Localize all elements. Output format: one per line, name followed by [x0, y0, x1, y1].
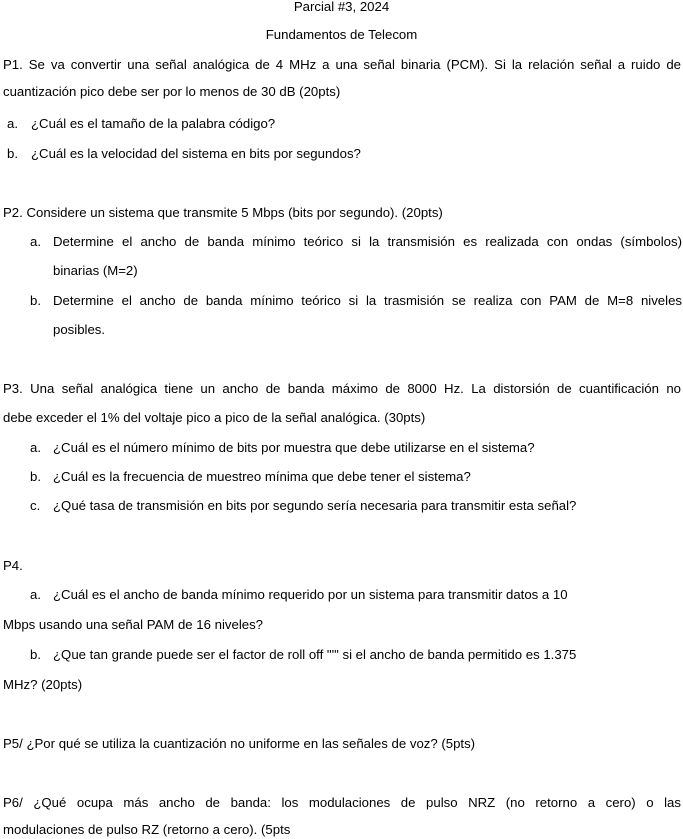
p1-item-b-marker: b. — [7, 146, 18, 161]
p3-statement-line1: P3. Una señal analógica tiene un ancho de banda máximo de 8000 Hz. La distorsión de cuantificación no — [3, 381, 681, 396]
p3-item-c-text: ¿Qué tasa de transmisión en bits por segundo sería necesaria para transmitir esta señal? — [53, 498, 577, 513]
p4-item-a-line2: Mbps usando una señal PAM de 16 niveles? — [3, 617, 264, 632]
p1-item-a-marker: a. — [7, 116, 18, 131]
p1-statement-line2: cuantización pico debe ser por lo menos de 30 dB (20pts) — [3, 84, 341, 99]
p1-item-b-text: ¿Cuál es la velocidad del sistema en bits por segundos? — [31, 146, 361, 161]
exam-title: Parcial #3, 2024 — [293, 0, 390, 14]
p4-label: P4. — [3, 558, 23, 573]
p3-item-b-marker: b. — [30, 469, 41, 484]
p2-item-a-line1: Determine el ancho de banda mínimo teórico si la transmisión es realizada con ondas (símbolos) — [53, 234, 682, 249]
p4-item-a-line1: ¿Cuál es el ancho de banda mínimo requerido por un sistema para transmitir datos a 10 — [53, 587, 568, 602]
p3-item-a-marker: a. — [30, 440, 41, 455]
p2-item-a-line2: binarias (M=2) — [53, 263, 138, 278]
p2-statement: P2. Considere un sistema que transmite 5 Mbps (bits por segundo). (20pts) — [3, 205, 443, 220]
p4-item-a-marker: a. — [30, 587, 41, 602]
p6-statement-line1: P6/ ¿Qué ocupa más ancho de banda: los modulaciones de pulso NRZ (no retorno a cero) o las — [3, 795, 681, 810]
p2-item-b-line2: posibles. — [53, 322, 106, 337]
p2-item-b-line1: Determine el ancho de banda mínimo teórico si la trasmisión se realiza con PAM de M=8 niveles — [53, 293, 682, 308]
p3-item-b-text: ¿Cuál es la frecuencia de muestreo mínima que debe tener el sistema? — [53, 469, 471, 484]
p3-item-a-text: ¿Cuál es el número mínimo de bits por muestra que debe utilizarse en el sistema? — [53, 440, 535, 455]
p4-item-b-line1: ¿Que tan grande puede ser el factor de roll off "'" si el ancho de banda permitido es 1.375 — [53, 647, 577, 662]
p6-statement-line2: modulaciones de pulso RZ (retorno a cero). (5pts — [3, 822, 291, 837]
p2-item-b-marker: b. — [30, 293, 41, 308]
p3-statement-line2: debe exceder el 1% del voltaje pico a pico de la señal analógica. (30pts) — [3, 410, 426, 425]
p1-item-a-text: ¿Cuál es el tamaño de la palabra código? — [31, 116, 276, 131]
course-name: Fundamentos de Telecom — [265, 27, 418, 42]
p4-item-b-line2: MHz? (20pts) — [3, 677, 83, 692]
p1-statement-line1: P1. Se va convertir una señal analógica de 4 MHz a una señal binaria (PCM). Si la relación señal a ruido de — [3, 57, 681, 72]
p3-item-c-marker: c. — [30, 498, 41, 513]
p5-statement: P5/ ¿Por qué se utiliza la cuantización no uniforme en las señales de voz? (5pts) — [3, 736, 476, 751]
p4-item-b-marker: b. — [30, 647, 41, 662]
p2-item-a-marker: a. — [30, 234, 41, 249]
